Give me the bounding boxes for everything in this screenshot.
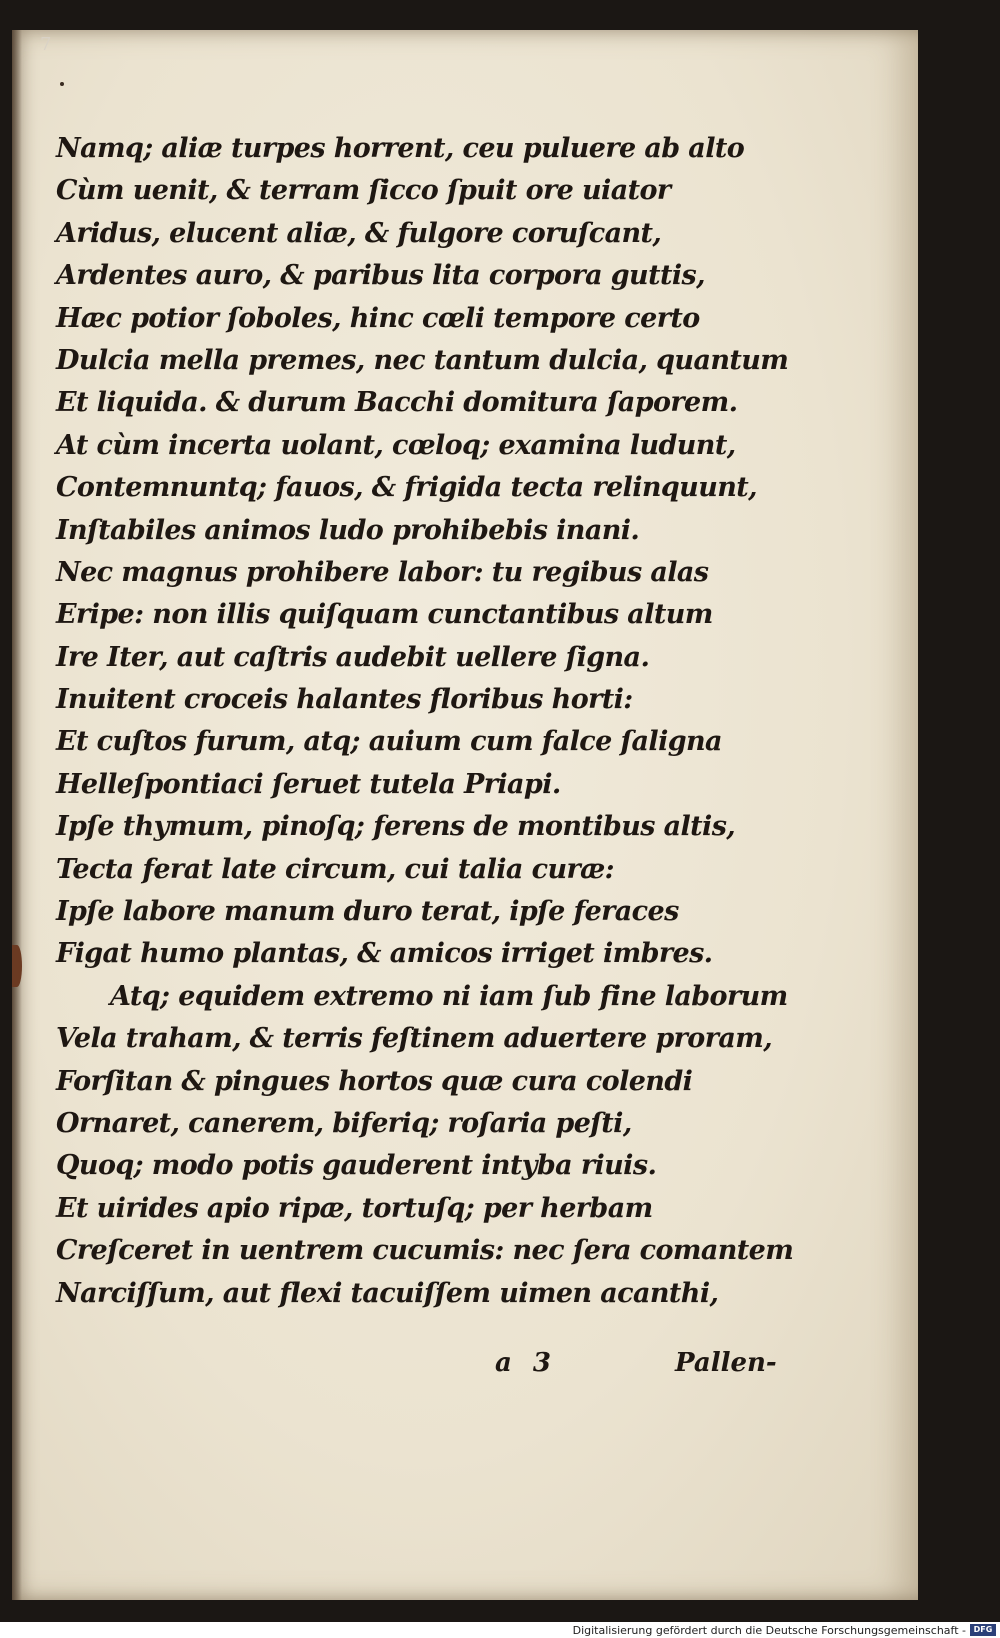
- verse-line: Ipſe thymum, pinoſq; ferens de montibus altis,: [56, 811, 736, 843]
- verse-text-block: [56, 128, 794, 1315]
- verse-line: Cùm uenit, & terram ſicco ſpuit ore uiator: [56, 175, 671, 207]
- ink-dot: [60, 82, 64, 86]
- catchword: Pallen-: [675, 1348, 777, 1378]
- verse-line: Namq; aliæ turpes horrent, ceu puluere ab alto: [56, 133, 745, 164]
- corner-mark: 7: [40, 34, 52, 55]
- verse-line: Ire Iter, aut caſtris audebit uellere ſigna.: [56, 641, 650, 673]
- verse-line: Eripe: non illis quiſquam cunctantibus altum: [56, 599, 713, 631]
- verse-line: Quoq; modo potis gauderent intyba riuis.: [56, 1150, 657, 1182]
- verse-line: Helleſpontiaci ſeruet tutela Priapi.: [56, 768, 561, 800]
- digitization-credit: Digitalisierung gefördert durch die Deutsche Forschungsgemeinschaft -: [572, 1624, 966, 1637]
- margin-stain: [12, 945, 22, 987]
- page-gutter-shadow: [12, 30, 22, 1600]
- verse-line: Dulcia mella premes, nec tantum dulcia, quantum: [56, 344, 789, 376]
- verse-line: Inuitent croceis halantes floribus horti:: [56, 684, 633, 716]
- verse-line: Nec magnus prohibere labor: tu regibus alas: [56, 556, 709, 588]
- verse-line: Figat humo plantas, & amicos irriget imbres.: [56, 938, 713, 970]
- signature-mark: a 3: [495, 1348, 557, 1378]
- verse-line: Et cuſtos furum, atq; auium cum falce ſaligna: [56, 726, 722, 758]
- verse-line-indented: Atq; equidem extremo ni iam ſub fine laborum: [110, 980, 788, 1012]
- verse-line: Ornaret, canerem, biferiq; roſaria peſti,: [56, 1107, 632, 1139]
- verse-line: Ipſe labore manum duro terat, ipſe feraces: [56, 896, 679, 928]
- verse-line: Aridus, elucent aliæ, & fulgore coruſcant,: [56, 217, 662, 249]
- verse-line: Narciſſum, aut flexi tacuiſſem uimen acanthi,: [56, 1277, 719, 1309]
- verse-line: Contemnuntq; fauos, & frigida tecta relinquunt,: [56, 472, 757, 504]
- verse-line: Forſitan & pingues hortos quæ cura colendi: [56, 1065, 693, 1097]
- verse-line: Inſtabiles animos ludo prohibebis inani.: [56, 514, 640, 546]
- verse-line: Vela traham, & terris feſtinem aduertere proram,: [56, 1023, 772, 1055]
- verse-line: Ardentes auro, & paribus lita corpora guttis,: [56, 260, 705, 292]
- verse-line: Hæc potior ſoboles, hinc cœli tempore certo: [56, 302, 700, 334]
- verse-line: Et uirides apio ripæ, tortuſq; per herbam: [56, 1192, 653, 1224]
- verse-line: Et liquida. & durum Bacchi domitura ſaporem.: [56, 387, 738, 419]
- verse-line: At cùm incerta uolant, cœloq; examina ludunt,: [56, 429, 736, 461]
- dfg-logo-icon: DFG: [970, 1624, 996, 1636]
- verse-line: Tecta ferat late circum, cui talia curæ:: [56, 853, 615, 885]
- verse-line: Creſceret in uentrem cucumis: nec ſera comantem: [56, 1235, 794, 1267]
- book-page: [12, 30, 918, 1600]
